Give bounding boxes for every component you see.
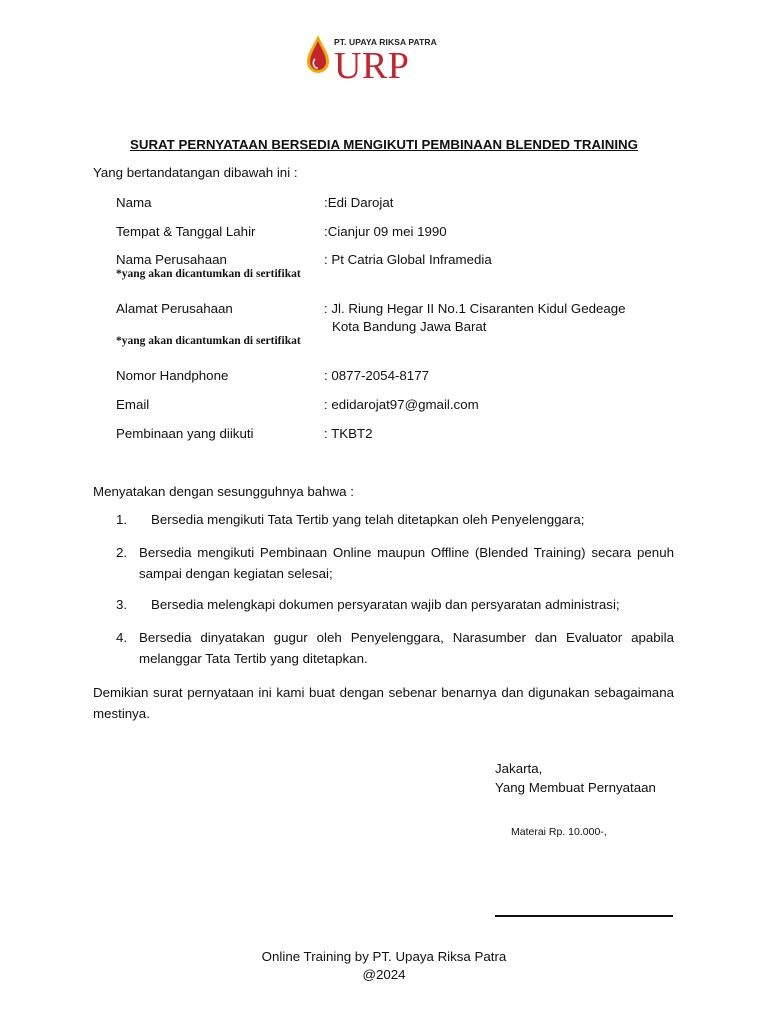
signature-place: Jakarta, <box>495 761 543 776</box>
field-label-alamat: Alamat Perusahaan <box>116 301 233 316</box>
field-value-perusahaan: : Pt Catria Global Inframedia <box>324 252 492 267</box>
signature-role: Yang Membuat Pernyataan <box>495 780 656 795</box>
field-note-perusahaan: *yang akan dicantumkan di sertifikat <box>116 268 301 280</box>
logo-brand: URP <box>334 45 410 87</box>
company-logo <box>304 27 437 91</box>
field-value-alamat-line2: Kota Bandung Jawa Barat <box>332 319 487 334</box>
field-label-ttl: Tempat & Tanggal Lahir <box>116 224 256 239</box>
field-note-alamat: *yang akan dicantumkan di sertifikat <box>116 335 301 347</box>
intro-text: Yang bertandatangan dibawah ini : <box>93 165 298 180</box>
list-item-number: 2. <box>116 545 128 560</box>
document-title: SURAT PERNYATAAN BERSEDIA MENGIKUTI PEMBINAAN BLENDED TRAINING <box>129 137 638 152</box>
list-item-number: 4. <box>116 630 128 645</box>
field-label-pembinaan: Pembinaan yang diikuti <box>116 426 254 441</box>
field-value-hp: : 0877-2054-8177 <box>324 368 429 383</box>
drop-logo-icon <box>304 33 332 77</box>
materai-text: Materai Rp. 10.000-, <box>511 826 607 838</box>
list-item: Bersedia melengkapi dokumen persyaratan wajib dan persyaratan administrasi; <box>151 597 620 612</box>
signature-line <box>495 915 673 917</box>
field-label-hp: Nomor Handphone <box>116 368 229 383</box>
statement-intro: Menyatakan dengan sesungguhnya bahwa : <box>93 484 354 499</box>
field-label-nama: Nama <box>116 195 152 210</box>
closing-paragraph: Demikian surat pernyataan ini kami buat dengan sebenar benarnya dan digunakan sebagaimana mestinya. <box>93 685 674 721</box>
field-value-email: : edidarojat97@gmail.com <box>324 397 479 412</box>
list-item-number: 1. <box>116 512 128 527</box>
list-item: Bersedia mengikuti Pembinaan Online maupun Offline (Blended Training) secara penuh sampai dengan kegiatan selesai; <box>139 545 674 581</box>
field-label-email: Email <box>116 397 150 412</box>
footer-line2: @2024 <box>362 967 406 982</box>
field-value-nama: :Edi Darojat <box>324 195 394 210</box>
list-item: Bersedia dinyatakan gugur oleh Penyelenggara, Narasumber dan Evaluator apabila melanggar Tata Tertib yang ditetapkan. <box>139 630 674 666</box>
field-value-pembinaan: : TKBT2 <box>324 426 373 441</box>
list-item: Bersedia mengikuti Tata Tertib yang telah ditetapkan oleh Penyelenggara; <box>151 512 585 527</box>
logo-company-name: PT. UPAYA RIKSA PATRA <box>334 37 437 47</box>
field-value-alamat-line1: : Jl. Riung Hegar II No.1 Cisaranten Kidul Gedeage <box>324 301 626 316</box>
footer-line1: Online Training by PT. Upaya Riksa Patra <box>261 949 507 964</box>
field-value-ttl: :Cianjur 09 mei 1990 <box>324 224 447 239</box>
field-label-perusahaan: Nama Perusahaan <box>116 252 227 267</box>
list-item-number: 3. <box>116 597 128 612</box>
